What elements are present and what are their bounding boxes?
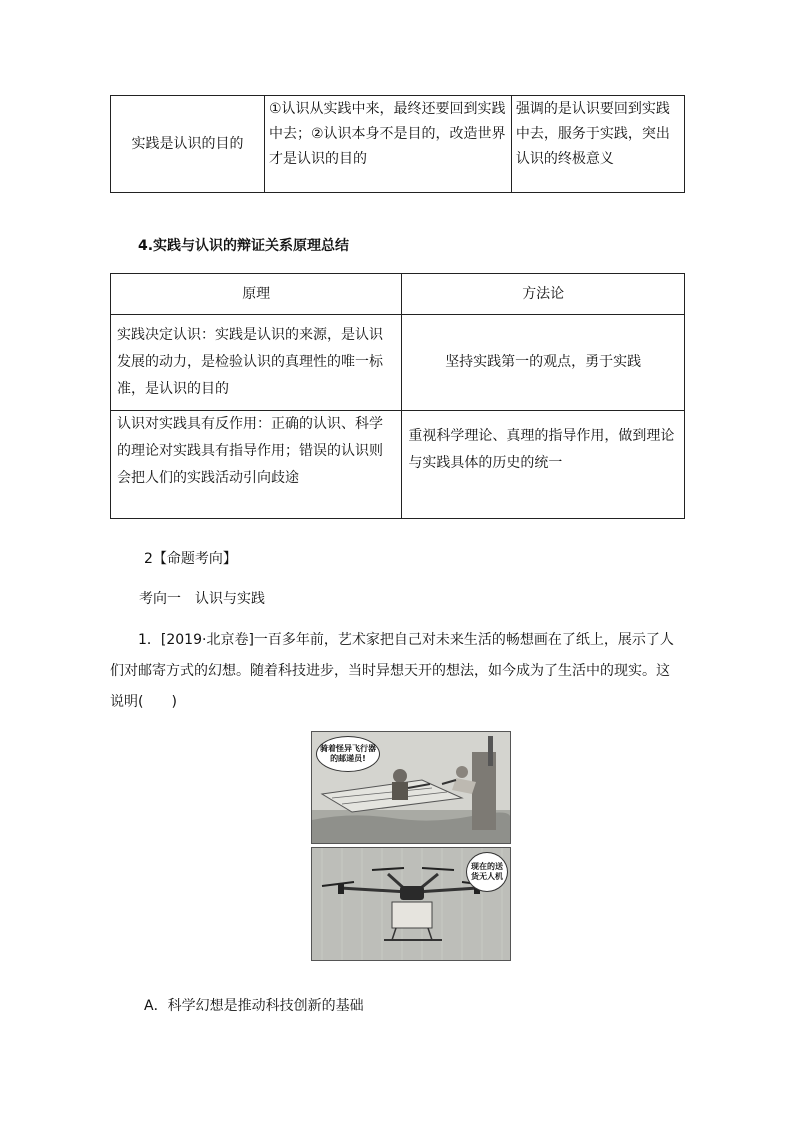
speech-bubble: 骑着怪异飞行器的邮递员! bbox=[316, 736, 380, 772]
question-line: 说明( ) bbox=[110, 694, 177, 710]
table-cell: 坚持实践第一的观点，勇于实践 bbox=[402, 315, 685, 411]
table-cell: 认识对实践具有反作用：正确的认识、科学的理论对实践具有指导作用；错误的认识则会把人们的实践活动引向歧途 bbox=[111, 411, 402, 519]
header-methodology: 方法论 bbox=[402, 274, 685, 315]
subsection-title: 考向一 认识与实践 bbox=[139, 591, 265, 607]
section-heading: 4.实践与认识的辩证关系原理总结 bbox=[138, 238, 350, 254]
table-summary bbox=[110, 273, 685, 519]
table-practice-purpose bbox=[110, 95, 685, 193]
table-row bbox=[111, 411, 685, 519]
section-title: 2【命题考向】 bbox=[144, 551, 237, 567]
table-row bbox=[111, 315, 685, 411]
header-principle: 原理 bbox=[111, 274, 402, 315]
table-cell: 实践决定认识：实践是认识的来源，是认识发展的动力，是检验认识的真理性的唯一标准，是认识的目的 bbox=[111, 315, 402, 411]
table-cell: ①认识从实践中来，最终还要回到实践中去；②认识本身不是目的，改造世界才是认识的目的 bbox=[264, 96, 511, 193]
table-cell: 强调的是认识要回到实践中去，服务于实践，突出认识的终极意义 bbox=[511, 96, 684, 193]
illustration-delivery-drone bbox=[311, 847, 511, 961]
question-line: 1．[2019·北京卷]一百多年前，艺术家把自己对未来生活的畅想画在了纸上，展示了人 bbox=[138, 632, 674, 648]
option-a: A．科学幻想是推动科技创新的基础 bbox=[144, 998, 364, 1014]
table-cell: 重视科学理论、真理的指导作用，做到理论与实践具体的历史的统一 bbox=[402, 411, 685, 519]
table-cell: 实践是认识的目的 bbox=[111, 96, 265, 193]
question-line: 们对邮寄方式的幻想。随着科技进步，当时异想天开的想法，如今成为了生活中的现实。这 bbox=[110, 663, 670, 679]
illustration-vintage-postman bbox=[311, 731, 511, 844]
speech-bubble: 现在的送货无人机 bbox=[466, 852, 508, 892]
table-row bbox=[111, 96, 685, 193]
table-header-row bbox=[111, 274, 685, 315]
